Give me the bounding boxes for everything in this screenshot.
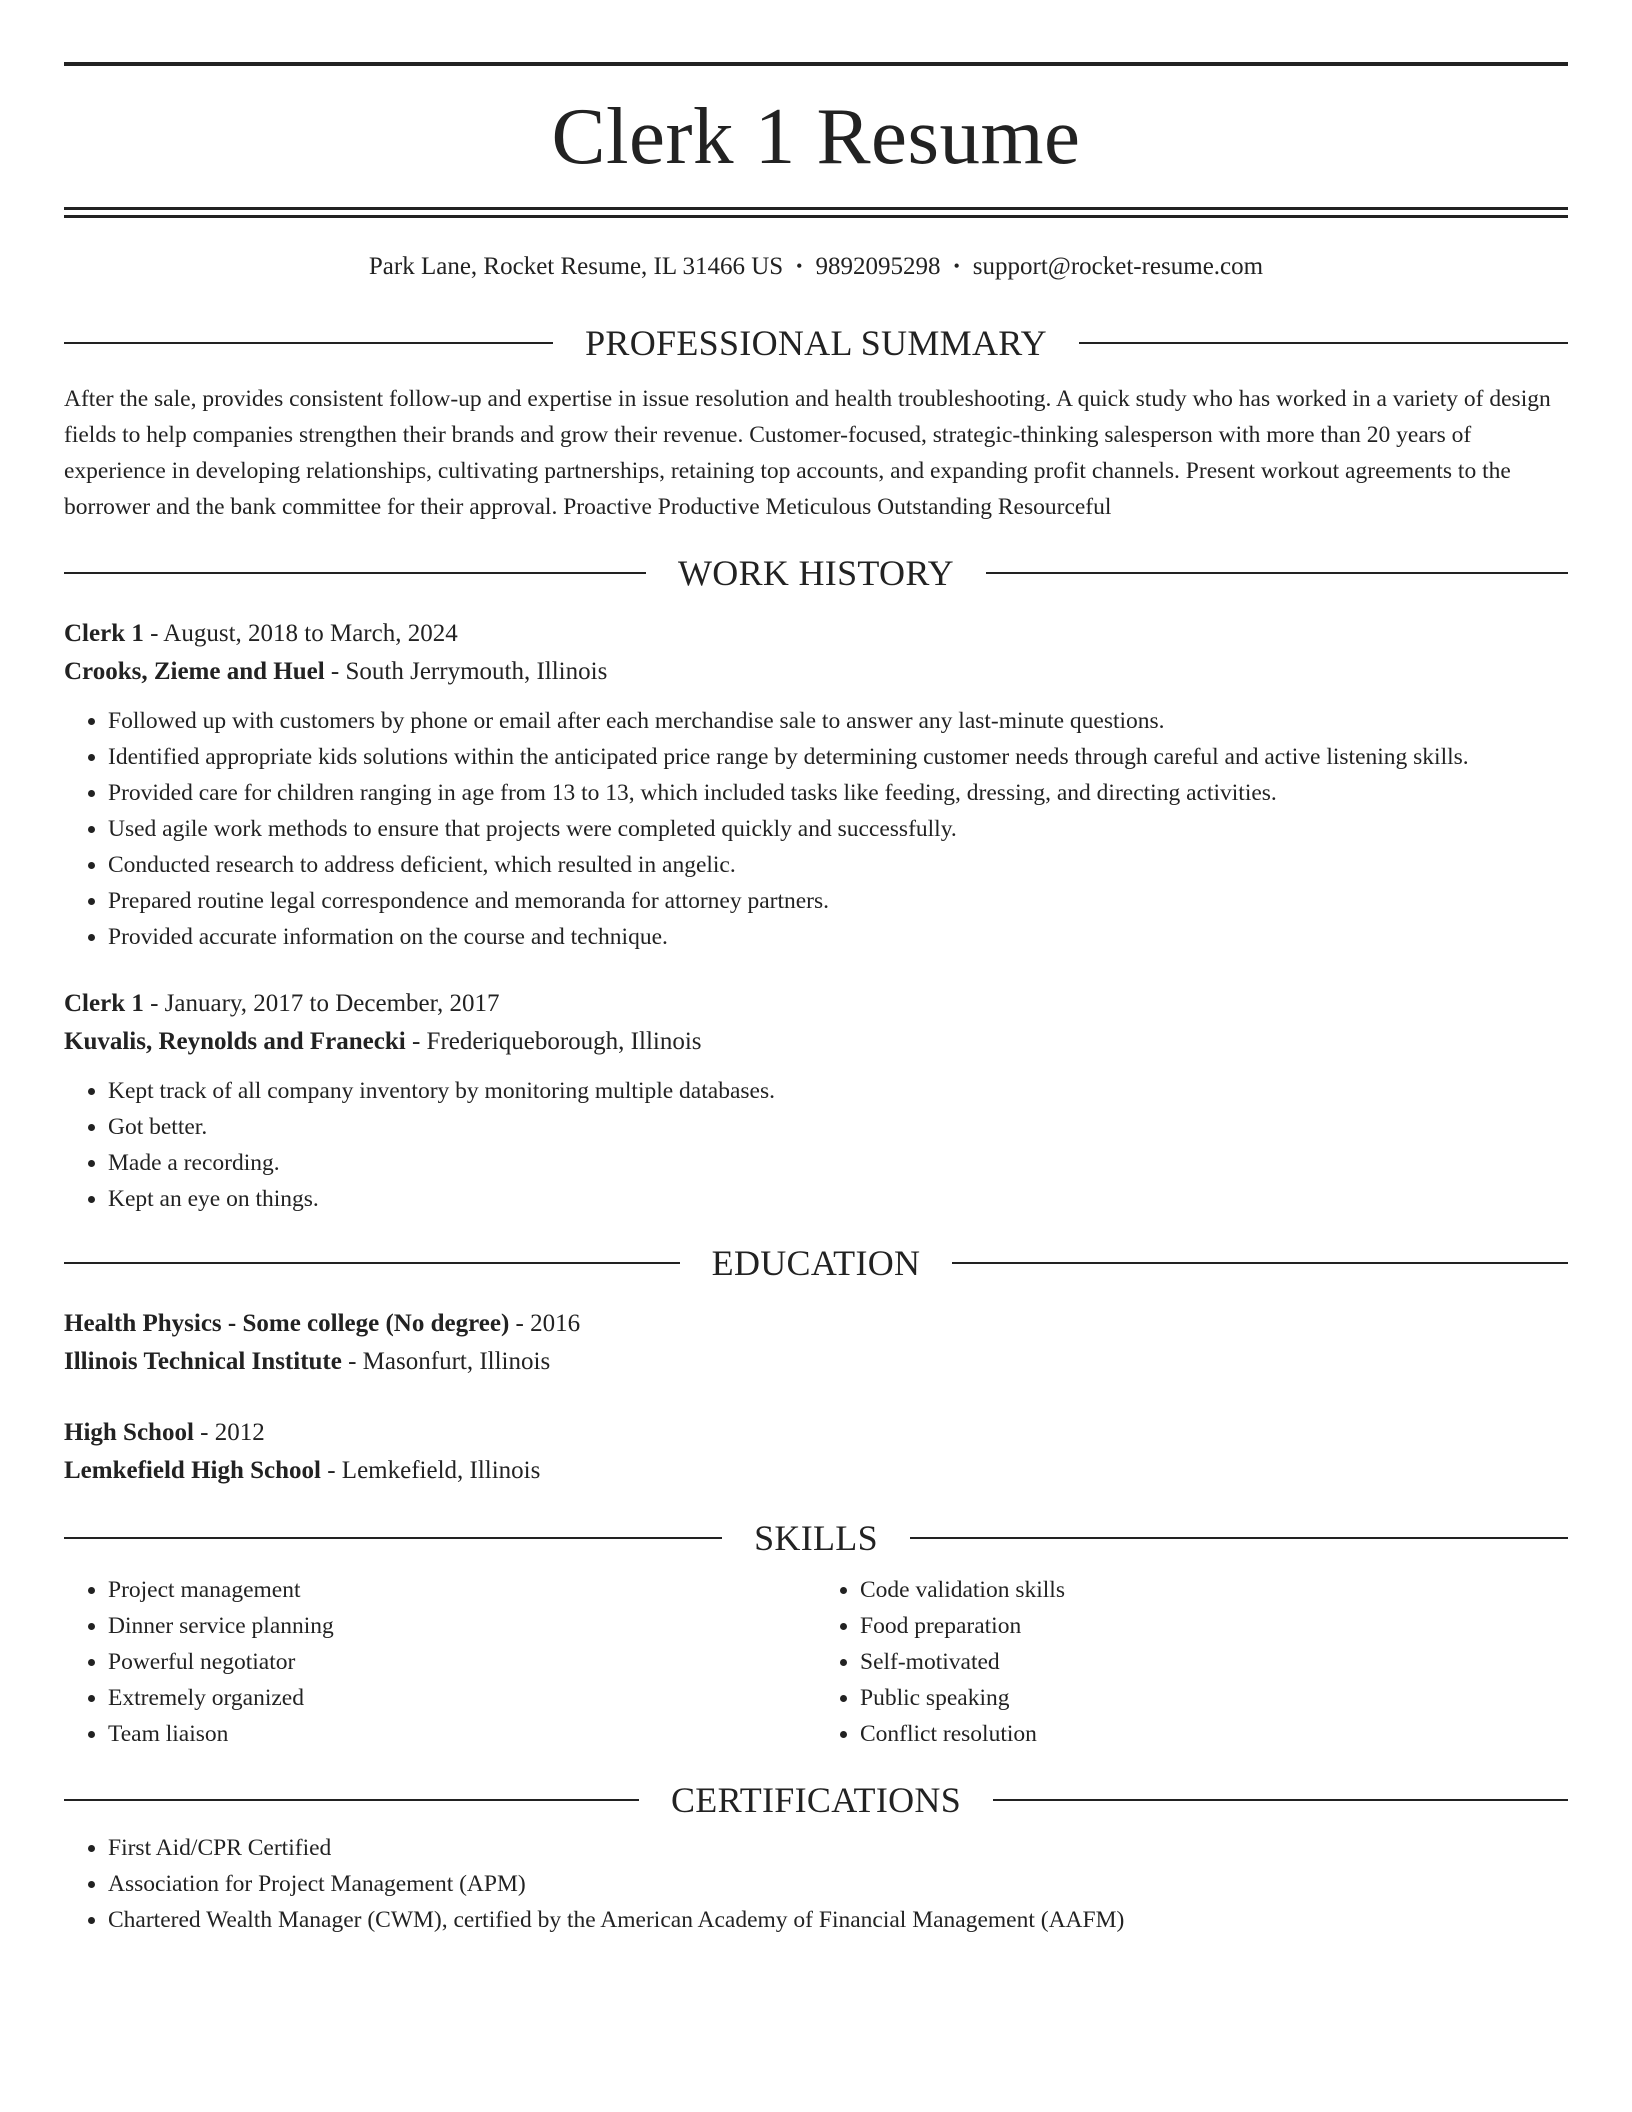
list-item: • Provided accurate information on the course and technique. — [108, 919, 1568, 955]
school-name: Lemkefield High School — [64, 1457, 321, 1484]
job-company: Kuvalis, Reynolds and Franecki — [64, 1028, 406, 1055]
bullet-separator: • — [796, 256, 803, 276]
list-item: • Extremely organized — [108, 1680, 816, 1716]
school-name: Illinois Technical Institute — [64, 1348, 342, 1375]
bullet-separator: • — [953, 256, 960, 276]
section-title-education: EDUCATION — [711, 1243, 921, 1283]
degree-year: - 2012 — [193, 1419, 265, 1446]
list-item: • Association for Project Management (APM) — [108, 1866, 1568, 1902]
list-item: • Conducted research to address deficient, which resulted in angelic. — [108, 847, 1568, 883]
job-location: - Frederiqueborough, Illinois — [405, 1028, 702, 1055]
list-item: • First Aid/CPR Certified — [108, 1830, 1568, 1866]
job-duties-list — [64, 703, 1568, 955]
list-item: • Identified appropriate kids solutions within the anticipated price range by determining customer needs through careful and active listening skills. — [108, 739, 1568, 775]
degree-line — [64, 1414, 1568, 1452]
summary-text: After the sale, provides consistent follow-up and expertise in issue resolution and health troubleshooting. A quick study who has worked in a variety of design fields to help companies strengthen their brands and grow their revenue. Customer-focused, strategic-thinking salesperson with more than 20 years of experience in developing relationships, cultivating partnerships, retaining top accounts, and expanding profit channels. Present workout agreements to the borrower and the bank committee for their approval. Proactive Productive Meticulous Outstanding Resourceful — [64, 386, 1551, 520]
resume-title: Clerk 1 Resume — [551, 91, 1081, 181]
list-item: • Provided care for children ranging in age from 13 to 13, which included tasks like feeding, dressing, and directing activities. — [108, 775, 1568, 811]
degree: High School — [64, 1419, 194, 1446]
job-company: Crooks, Zieme and Huel — [64, 658, 325, 685]
list-item: • Powerful negotiator — [108, 1644, 816, 1680]
job-location: - South Jerrymouth, Illinois — [324, 658, 608, 685]
job-title-line — [64, 985, 1568, 1023]
list-item: • Kept an eye on things. — [108, 1181, 1568, 1217]
certifications-list — [64, 1830, 1568, 1938]
section-header-work — [64, 555, 1568, 591]
skills-list-right — [816, 1572, 1568, 1752]
job-title-line — [64, 615, 1568, 653]
divider-line — [952, 1262, 1568, 1264]
contact-line — [64, 254, 1568, 279]
list-item: • Public speaking — [860, 1680, 1568, 1716]
job-entry — [64, 615, 1568, 955]
section-title-skills: SKILLS — [754, 1518, 878, 1558]
school-line — [64, 1452, 1568, 1490]
divider-line — [64, 1262, 680, 1264]
list-item: • Chartered Wealth Manager (CWM), certified by the American Academy of Financial Management (AAFM) — [108, 1902, 1568, 1938]
list-item: • Prepared routine legal correspondence and memoranda for attorney partners. — [108, 883, 1568, 919]
list-item: • Followed up with customers by phone or email after each merchandise sale to answer any last-minute questions. — [108, 703, 1568, 739]
divider-line — [64, 1799, 639, 1801]
section-title-work: WORK HISTORY — [678, 553, 954, 593]
list-item: • Food preparation — [860, 1608, 1568, 1644]
section-title-certifications: CERTIFICATIONS — [670, 1780, 962, 1820]
job-entry — [64, 985, 1568, 1217]
divider-line — [64, 342, 553, 344]
list-item: • Kept track of all company inventory by monitoring multiple databases. — [108, 1073, 1568, 1109]
section-header-summary — [64, 325, 1568, 361]
section-header-certifications — [64, 1782, 1568, 1818]
list-item: • Self-motivated — [860, 1644, 1568, 1680]
skills-list-left — [64, 1572, 816, 1752]
section-header-skills — [64, 1520, 1568, 1556]
title-double-rule — [64, 207, 1568, 218]
list-item: • Dinner service planning — [108, 1608, 816, 1644]
job-company-line — [64, 1023, 1568, 1061]
list-item: • Used agile work methods to ensure that projects were completed quickly and successfully. — [108, 811, 1568, 847]
contact-address: Park Lane, Rocket Resume, IL 31466 US — [368, 253, 784, 280]
list-item: • Conflict resolution — [860, 1716, 1568, 1752]
list-item: • Project management — [108, 1572, 816, 1608]
list-item: • Code validation skills — [860, 1572, 1568, 1608]
job-company-line — [64, 653, 1568, 691]
school-line — [64, 1343, 1568, 1381]
section-title-summary: PROFESSIONAL SUMMARY — [585, 323, 1047, 363]
degree-line — [64, 1305, 1568, 1343]
divider-line — [993, 1799, 1568, 1801]
list-item: • Got better. — [108, 1109, 1568, 1145]
school-location: - Masonfurt, Illinois — [341, 1348, 551, 1375]
section-header-education — [64, 1245, 1568, 1281]
job-title: Clerk 1 — [64, 620, 144, 647]
school-location: - Lemkefield, Illinois — [320, 1457, 541, 1484]
job-duties-list — [64, 1073, 1568, 1217]
degree-year: - 2016 — [509, 1310, 581, 1337]
divider-line — [64, 572, 646, 574]
degree: Health Physics - Some college (No degree) — [64, 1310, 510, 1337]
job-dates: - August, 2018 to March, 2024 — [143, 620, 458, 647]
divider-line — [1079, 342, 1568, 344]
skills-grid — [64, 1572, 1568, 1752]
job-dates: - January, 2017 to December, 2017 — [143, 990, 500, 1017]
divider-line — [910, 1537, 1568, 1539]
education-entry — [64, 1414, 1568, 1490]
top-rule — [64, 62, 1568, 66]
education-entry — [64, 1305, 1568, 1381]
job-title: Clerk 1 — [64, 990, 144, 1017]
divider-line — [64, 1537, 722, 1539]
list-item: • Team liaison — [108, 1716, 816, 1752]
contact-email: support@rocket-resume.com — [972, 253, 1264, 280]
contact-phone: 9892095298 — [815, 253, 941, 280]
list-item: • Made a recording. — [108, 1145, 1568, 1181]
divider-line — [986, 572, 1568, 574]
